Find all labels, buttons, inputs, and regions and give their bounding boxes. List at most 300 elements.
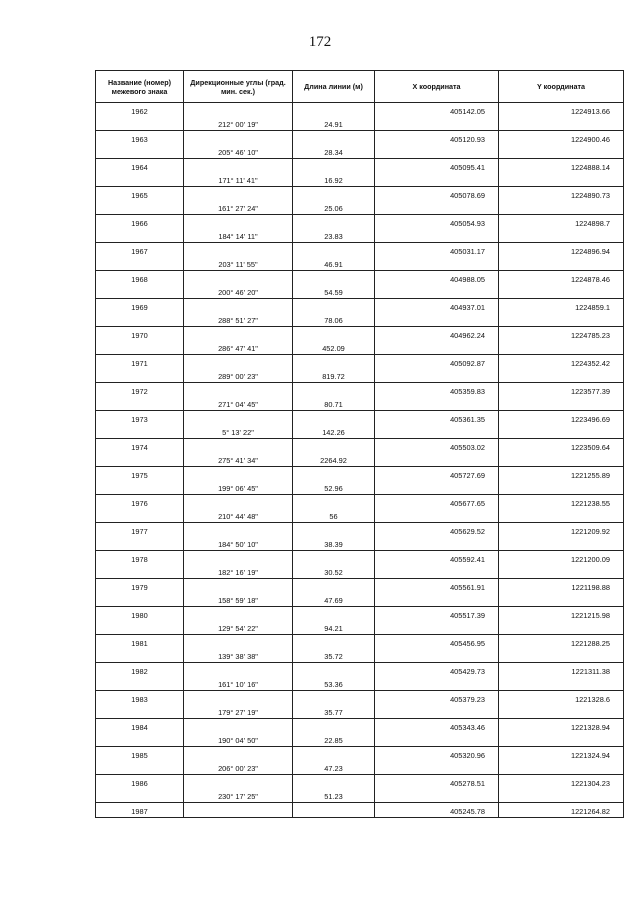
empty-cell [499,649,624,663]
y-coordinate: 1224896.94 [499,243,624,257]
line-length: 80.71 [293,397,375,411]
marker-name: 1968 [96,271,184,285]
marker-name: 1967 [96,243,184,257]
line-length: 819.72 [293,369,375,383]
line-length: 78.06 [293,313,375,327]
empty-cell [96,733,184,747]
x-coordinate: 405078.69 [375,187,499,201]
marker-name: 1978 [96,551,184,565]
table-row [96,313,624,327]
direction-angle: 230° 17' 25" [184,789,293,803]
marker-name: 1982 [96,663,184,677]
y-coordinate: 1223509.64 [499,439,624,453]
empty-cell [499,733,624,747]
empty-cell [184,327,293,341]
direction-angle: 179° 27' 19" [184,705,293,719]
marker-name: 1977 [96,523,184,537]
header-marker-name: Название (номер) межевого знака [96,71,184,103]
table-row [96,341,624,355]
marker-name: 1970 [96,327,184,341]
x-coordinate: 405320.96 [375,747,499,761]
empty-cell [375,145,499,159]
direction-angle: 288° 51' 27" [184,313,293,327]
direction-angle: 286° 47' 41" [184,341,293,355]
empty-cell [499,313,624,327]
empty-cell [293,719,375,733]
empty-cell [293,551,375,565]
empty-cell [375,621,499,635]
empty-cell [96,257,184,271]
marker-name: 1966 [96,215,184,229]
line-length: 47.23 [293,761,375,775]
marker-name: 1981 [96,635,184,649]
empty-cell [375,257,499,271]
empty-cell [96,789,184,803]
empty-cell [96,425,184,439]
empty-cell [184,243,293,257]
marker-name: 1985 [96,747,184,761]
x-coordinate: 405054.93 [375,215,499,229]
line-length: 56 [293,509,375,523]
empty-cell [375,593,499,607]
header-y-coordinate: Y координата [499,71,624,103]
empty-cell [184,439,293,453]
line-length: 23.83 [293,229,375,243]
empty-cell [293,495,375,509]
table-row [96,719,624,733]
empty-cell [96,481,184,495]
empty-cell [293,467,375,481]
y-coordinate: 1224913.66 [499,103,624,117]
empty-cell [499,677,624,691]
empty-cell [375,537,499,551]
empty-cell [96,145,184,159]
line-length: 51.23 [293,789,375,803]
x-coordinate: 405629.52 [375,523,499,537]
empty-cell [499,201,624,215]
empty-cell [184,607,293,621]
marker-name: 1979 [96,579,184,593]
y-coordinate: 1224352.42 [499,355,624,369]
empty-cell [499,173,624,187]
empty-cell [96,537,184,551]
empty-cell [499,285,624,299]
y-coordinate: 1221198.88 [499,579,624,593]
empty-cell [184,159,293,173]
direction-angle: 275° 41' 34" [184,453,293,467]
table-row [96,383,624,397]
x-coordinate: 405456.95 [375,635,499,649]
table-row [96,593,624,607]
empty-cell [499,397,624,411]
empty-cell [184,467,293,481]
table-row [96,635,624,649]
table-row [96,117,624,131]
empty-cell [184,551,293,565]
direction-angle: 161° 27' 24" [184,201,293,215]
y-coordinate: 1221304.23 [499,775,624,789]
empty-cell [96,649,184,663]
empty-cell [293,103,375,117]
x-coordinate: 404937.01 [375,299,499,313]
empty-cell [293,243,375,257]
line-length: 54.59 [293,285,375,299]
empty-cell [96,201,184,215]
empty-cell [184,719,293,733]
table-row [96,327,624,341]
direction-angle: 200° 46' 20" [184,285,293,299]
marker-name: 1969 [96,299,184,313]
header-line-length: Длина линии (м) [293,71,375,103]
empty-cell [184,691,293,705]
empty-cell [499,621,624,635]
table-row [96,621,624,635]
line-length: 38.39 [293,537,375,551]
empty-cell [96,341,184,355]
marker-name: 1971 [96,355,184,369]
empty-cell [293,187,375,201]
empty-cell [96,285,184,299]
line-length: 35.72 [293,649,375,663]
empty-cell [375,313,499,327]
y-coordinate: 1221328.94 [499,719,624,733]
empty-cell [293,523,375,537]
x-coordinate: 405503.02 [375,439,499,453]
page-number: 172 [308,34,332,50]
x-coordinate: 405278.51 [375,775,499,789]
empty-cell [96,229,184,243]
empty-cell [184,215,293,229]
empty-cell [375,509,499,523]
x-coordinate: 405727.69 [375,467,499,481]
empty-cell [375,565,499,579]
empty-cell [293,607,375,621]
y-coordinate: 1221288.25 [499,635,624,649]
marker-name: 1962 [96,103,184,117]
y-coordinate: 1221200.09 [499,551,624,565]
table-row [96,425,624,439]
table-row [96,789,624,803]
empty-cell [499,761,624,775]
y-coordinate: 1221255.89 [499,467,624,481]
empty-cell [293,439,375,453]
empty-cell [184,271,293,285]
empty-cell [375,369,499,383]
table-row [96,215,624,229]
y-coordinate: 1224900.46 [499,131,624,145]
table-row [96,439,624,453]
direction-angle: 161° 10' 16" [184,677,293,691]
empty-cell [96,621,184,635]
y-coordinate: 1224785.23 [499,327,624,341]
table-row [96,453,624,467]
direction-angle: 190° 04' 50" [184,733,293,747]
empty-cell [184,103,293,117]
x-coordinate: 405092.87 [375,355,499,369]
empty-cell [184,579,293,593]
line-length: 452.09 [293,341,375,355]
empty-cell [184,635,293,649]
table-row [96,579,624,593]
direction-angle: 203° 11' 55" [184,257,293,271]
direction-angle: 199° 06' 45" [184,481,293,495]
table-row [96,103,624,117]
empty-cell [293,355,375,369]
table-row [96,537,624,551]
line-length: 142.26 [293,425,375,439]
empty-cell [375,117,499,131]
line-length: 46.91 [293,257,375,271]
direction-angle: 158° 59' 18" [184,593,293,607]
x-coordinate: 405677.65 [375,495,499,509]
table-row [96,285,624,299]
empty-cell [96,369,184,383]
empty-cell [375,285,499,299]
empty-cell [293,271,375,285]
direction-angle: 184° 50' 10" [184,537,293,551]
table-row [96,649,624,663]
empty-cell [96,173,184,187]
empty-cell [293,131,375,145]
empty-cell [96,313,184,327]
marker-name: 1980 [96,607,184,621]
y-coordinate: 1224890.73 [499,187,624,201]
empty-cell [375,425,499,439]
line-length: 24.91 [293,117,375,131]
direction-angle: 5° 13' 22" [184,425,293,439]
x-coordinate: 405379.23 [375,691,499,705]
empty-cell [96,593,184,607]
marker-name: 1973 [96,411,184,425]
x-coordinate: 405031.17 [375,243,499,257]
empty-cell [96,677,184,691]
empty-cell [293,775,375,789]
line-length: 94.21 [293,621,375,635]
marker-name: 1983 [96,691,184,705]
direction-angle: 182° 16' 19" [184,565,293,579]
direction-angle: 210° 44' 48" [184,509,293,523]
empty-cell [499,257,624,271]
line-length: 2264.92 [293,453,375,467]
marker-name: 1984 [96,719,184,733]
empty-cell [293,411,375,425]
empty-cell [293,691,375,705]
y-coordinate: 1224859.1 [499,299,624,313]
line-length: 30.52 [293,565,375,579]
line-length: 28.34 [293,145,375,159]
empty-cell [375,705,499,719]
line-length: 16.92 [293,173,375,187]
marker-name: 1972 [96,383,184,397]
table-row [96,173,624,187]
empty-cell [499,593,624,607]
table-row [96,467,624,481]
x-coordinate: 405361.35 [375,411,499,425]
empty-cell [499,145,624,159]
table-row [96,677,624,691]
header-direction-angle: Дирекционные углы (град. мин. сек.) [184,71,293,103]
empty-cell [184,299,293,313]
empty-cell [499,117,624,131]
table-row [96,747,624,761]
direction-angle: 206° 00' 23" [184,761,293,775]
table-row [96,201,624,215]
table-row [96,705,624,719]
empty-cell [499,453,624,467]
empty-cell [96,761,184,775]
empty-cell [293,635,375,649]
empty-cell [375,341,499,355]
direction-angle: 212° 00' 19" [184,117,293,131]
empty-cell [499,341,624,355]
x-coordinate: 404962.24 [375,327,499,341]
direction-angle: 184° 14' 11" [184,229,293,243]
empty-cell [184,663,293,677]
empty-cell [184,495,293,509]
empty-cell [293,159,375,173]
empty-cell [375,789,499,803]
direction-angle: 271° 04' 45" [184,397,293,411]
line-length: 25.06 [293,201,375,215]
x-coordinate: 405142.05 [375,103,499,117]
empty-cell [375,173,499,187]
y-coordinate: 1223496.69 [499,411,624,425]
table-row [96,411,624,425]
marker-name: 1976 [96,495,184,509]
empty-cell [375,733,499,747]
header-x-coordinate: X координата [375,71,499,103]
empty-cell [499,537,624,551]
table-row [96,733,624,747]
table-row [96,495,624,509]
empty-cell [293,747,375,761]
x-coordinate: 405561.91 [375,579,499,593]
x-coordinate: 405120.93 [375,131,499,145]
marker-name: 1986 [96,775,184,789]
table-row [96,803,624,818]
empty-cell [184,775,293,789]
table-row [96,145,624,159]
y-coordinate: 1221264.82 [499,803,624,818]
line-length: 53.36 [293,677,375,691]
empty-cell [96,509,184,523]
table-row [96,271,624,285]
y-coordinate: 1221209.92 [499,523,624,537]
empty-cell [184,411,293,425]
table-row [96,775,624,789]
empty-cell [375,649,499,663]
y-coordinate: 1224888.14 [499,159,624,173]
marker-name: 1975 [96,467,184,481]
marker-name: 1964 [96,159,184,173]
x-coordinate: 405095.41 [375,159,499,173]
table-row [96,565,624,579]
empty-cell [184,187,293,201]
table-row [96,397,624,411]
table-body [96,103,624,818]
x-coordinate: 404988.05 [375,271,499,285]
boundary-coordinates-table [95,70,624,818]
empty-cell [184,747,293,761]
empty-cell [293,299,375,313]
line-length: 22.85 [293,733,375,747]
empty-cell [293,579,375,593]
direction-angle: 139° 38' 38" [184,649,293,663]
marker-name: 1965 [96,187,184,201]
empty-cell [375,481,499,495]
x-coordinate: 405245.78 [375,803,499,818]
table-row [96,229,624,243]
table-row [96,369,624,383]
empty-cell [499,565,624,579]
empty-cell [293,215,375,229]
empty-cell [499,229,624,243]
empty-cell [375,453,499,467]
y-coordinate: 1221328.6 [499,691,624,705]
marker-name: 1963 [96,131,184,145]
y-coordinate: 1224898.7 [499,215,624,229]
empty-cell [375,229,499,243]
table-row [96,509,624,523]
empty-cell [499,369,624,383]
direction-angle: 171° 11' 41" [184,173,293,187]
empty-cell [375,397,499,411]
table-row [96,187,624,201]
y-coordinate: 1224878.46 [499,271,624,285]
y-coordinate: 1221215.98 [499,607,624,621]
table-row [96,355,624,369]
table-row [96,243,624,257]
y-coordinate: 1221324.94 [499,747,624,761]
table-row [96,607,624,621]
table-row [96,299,624,313]
marker-name: 1974 [96,439,184,453]
empty-cell [375,677,499,691]
x-coordinate: 405343.46 [375,719,499,733]
empty-cell [293,383,375,397]
y-coordinate: 1221311.38 [499,663,624,677]
empty-cell [499,509,624,523]
x-coordinate: 405359.83 [375,383,499,397]
table-header-row [96,71,624,103]
table-row [96,159,624,173]
empty-cell [375,201,499,215]
direction-angle: 205° 46' 10" [184,145,293,159]
empty-cell [96,565,184,579]
empty-cell [96,453,184,467]
table-row [96,481,624,495]
table-row [96,761,624,775]
table-row [96,551,624,565]
table-row [96,523,624,537]
x-coordinate: 405517.39 [375,607,499,621]
empty-cell [293,327,375,341]
empty-cell [293,803,375,818]
empty-cell [499,705,624,719]
line-length: 47.69 [293,593,375,607]
line-length: 52.96 [293,481,375,495]
empty-cell [499,789,624,803]
empty-cell [499,481,624,495]
empty-cell [184,383,293,397]
direction-angle: 289° 00' 23" [184,369,293,383]
direction-angle: 129° 54' 22" [184,621,293,635]
empty-cell [184,523,293,537]
marker-name: 1987 [96,803,184,818]
empty-cell [96,705,184,719]
y-coordinate: 1223577.39 [499,383,624,397]
line-length: 35.77 [293,705,375,719]
